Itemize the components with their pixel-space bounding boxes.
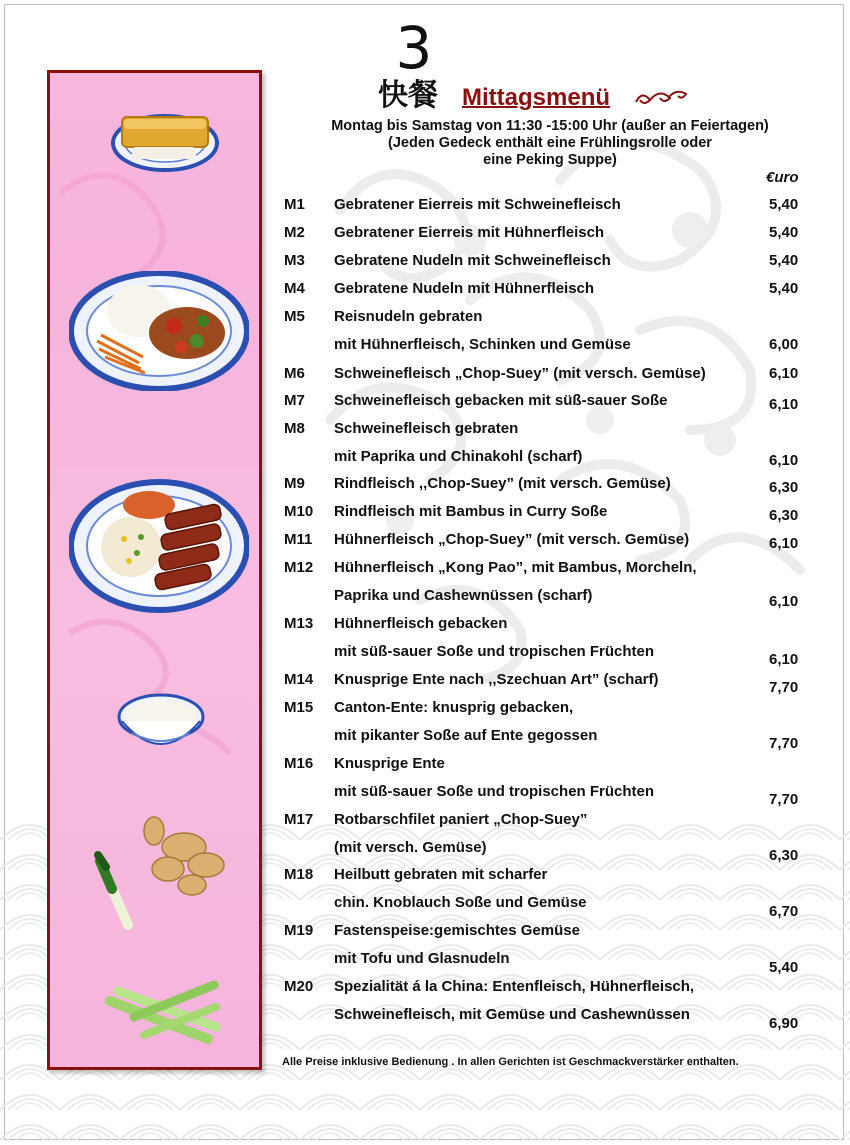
menu-item-price: 7,70 <box>769 679 799 696</box>
menu-item-description: Knusprige Ente nach ,,Szechuan Art” (scharf) <box>334 671 659 688</box>
opening-hours-note <box>290 118 810 169</box>
menu-item-description: Hühnerfleisch gebacken <box>334 615 508 632</box>
menu-item <box>280 975 810 999</box>
menu-item <box>280 752 810 776</box>
menu-item-price: 5,40 <box>769 280 799 297</box>
menu-item-price: 6,10 <box>769 396 799 413</box>
chinese-title: 快餐 <box>378 78 438 113</box>
menu-item-price: 5,40 <box>769 196 799 213</box>
menu-item-description: Paprika und Cashewnüssen (scharf) <box>334 587 593 604</box>
menu-item-description: Spezialität á la China: Entenfleisch, Hühnerfleisch, <box>334 978 695 995</box>
menu-item-code: M17 <box>284 811 314 828</box>
menu-item-description: (mit versch. Gemüse) <box>334 839 487 856</box>
menu-item-description: Schweinefleisch gebraten <box>334 420 519 437</box>
menu-item <box>280 417 810 441</box>
menu-item <box>280 277 810 301</box>
subtitle-line: Montag bis Samstag von 11:30 -15:00 Uhr (außer an Feiertagen) <box>331 118 769 134</box>
menu-item-description: chin. Knoblauch Soße und Gemüse <box>334 894 587 911</box>
menu-item <box>280 472 810 496</box>
menu-item-code: M1 <box>284 196 305 213</box>
menu-item-code: M10 <box>284 503 314 520</box>
menu-item <box>280 668 810 696</box>
duck-rice-plate-image <box>69 479 249 613</box>
swirl-ornament-icon <box>632 86 690 108</box>
menu-item-description: mit süß-sauer Soße und tropischen Früchten <box>334 783 655 800</box>
menu-item-description: mit süß-sauer Soße und tropischen Früchten <box>334 643 655 660</box>
menu-item-code: M4 <box>284 280 305 297</box>
menu-item-price: 6,10 <box>769 593 799 610</box>
menu-item-code: M14 <box>284 671 314 688</box>
menu-item <box>280 362 810 386</box>
menu-item-price: 6,10 <box>769 452 799 469</box>
menu-item-description: mit Paprika und Chinakohl (scharf) <box>334 448 583 465</box>
menu-item-description: mit Tofu und Glasnudeln <box>334 950 510 967</box>
menu-item-code: M19 <box>284 922 314 939</box>
green-stalks-image <box>104 977 224 1047</box>
menu-item-continuation <box>280 724 810 752</box>
menu-item-price: 6,10 <box>769 535 799 552</box>
menu-item-continuation <box>280 947 810 976</box>
menu-item-continuation <box>280 333 810 357</box>
menu-item-code: M18 <box>284 866 314 883</box>
menu-item-description: Gebratene Nudeln mit Hühnerfleisch <box>334 280 595 297</box>
menu-item-code: M11 <box>284 531 313 548</box>
menu-item-price: 7,70 <box>769 791 799 808</box>
menu-item-description: Schweinefleisch gebacken mit süß-sauer Soße <box>334 392 668 409</box>
menu-item-price: 6,10 <box>769 651 799 668</box>
menu-item-code: M6 <box>284 365 305 382</box>
menu-item-code: M3 <box>284 252 305 269</box>
menu-item-price: 5,40 <box>769 224 799 241</box>
menu-item <box>280 221 810 245</box>
menu-item-price: 5,40 <box>769 252 799 269</box>
menu-item <box>280 696 810 720</box>
menu-item-code: M15 <box>284 699 314 716</box>
currency-label: €uro <box>766 169 799 186</box>
menu-item <box>280 808 810 832</box>
menu-item-description: Rindfleisch ,,Chop-Suey” (mit versch. Gemüse) <box>334 475 671 492</box>
menu-item-continuation <box>280 1003 810 1032</box>
menu-item-continuation <box>280 836 810 864</box>
rice-meat-plate-image <box>69 271 249 391</box>
rice-bowl-image <box>116 687 206 753</box>
menu-item-code: M16 <box>284 755 314 772</box>
menu-item-description: Knusprige Ente <box>334 755 445 772</box>
menu-item-code: M7 <box>284 392 305 409</box>
menu-item <box>280 863 810 887</box>
menu-item-code: M8 <box>284 420 305 437</box>
menu-item-description: Gebratener Eierreis mit Schweinefleisch <box>334 196 621 213</box>
page-number: 3 <box>395 14 433 82</box>
subtitle-line: (Jeden Gedeck enthält eine Frühlingsrolle oder <box>388 135 712 151</box>
menu-item-description: Rindfleisch mit Bambus in Curry Soße <box>334 503 608 520</box>
menu-item-price: 6,00 <box>769 336 799 353</box>
menu-item <box>280 612 810 636</box>
menu-item-continuation <box>280 640 810 668</box>
menu-item-price: 7,70 <box>769 735 799 752</box>
menu-item-price: 6,90 <box>769 1015 799 1032</box>
menu-item <box>280 556 810 580</box>
menu-item <box>280 193 810 217</box>
menu-item-description: Hühnerfleisch „Chop-Suey” (mit versch. Gemüse) <box>334 531 690 548</box>
subtitle-line: eine Peking Suppe) <box>483 152 617 168</box>
menu-item-price: 6,30 <box>769 507 799 524</box>
menu-title: Mittagsmenü <box>462 84 611 111</box>
menu-item-price: 5,40 <box>769 959 799 976</box>
menu-item-code: M13 <box>284 615 314 632</box>
footer-note: Alle Preise inklusive Bedienung . In allen Gerichten ist Geschmackverstärker enthalten. <box>282 1056 739 1068</box>
menu-item-code: M12 <box>284 559 314 576</box>
menu-item-continuation <box>280 780 810 808</box>
menu-item <box>280 389 810 413</box>
menu-item-description: mit Hühnerfleisch, Schinken und Gemüse <box>334 336 631 353</box>
menu-item-description: Schweinefleisch „Chop-Suey” (mit versch. Gemüse) <box>334 365 706 382</box>
menu-item <box>280 919 810 943</box>
menu-item-code: M20 <box>284 978 314 995</box>
menu-item-continuation <box>280 891 810 920</box>
menu-item-code: M2 <box>284 224 305 241</box>
menu-item-description: Fastenspeise:gemischtes Gemüse <box>334 922 580 939</box>
menu-item <box>280 528 810 552</box>
menu-item-price: 6,10 <box>769 365 799 382</box>
menu-item-description: Canton-Ente: knusprig gebacken, <box>334 699 574 716</box>
menu-item-price: 6,30 <box>769 847 799 864</box>
menu-item <box>280 249 810 273</box>
ginger-leek-image <box>94 807 234 937</box>
menu-item-continuation <box>280 584 810 608</box>
spring-roll-plate-image <box>110 109 220 173</box>
menu-item-description: Rotbarschfilet paniert „Chop-Suey” <box>334 811 588 828</box>
menu-item <box>280 500 810 524</box>
menu-item-description: Hühnerfleisch „Kong Pao”, mit Bambus, Morcheln, <box>334 559 697 576</box>
menu-item-description: mit pikanter Soße auf Ente gegossen <box>334 727 598 744</box>
menu-item-code: M9 <box>284 475 305 492</box>
food-picture-panel <box>47 70 262 1070</box>
menu-item-description: Heilbutt gebraten mit scharfer <box>334 866 548 883</box>
menu-item <box>280 305 810 329</box>
menu-item-description: Reisnudeln gebraten <box>334 308 483 325</box>
menu-item-description: Gebratener Eierreis mit Hühnerfleisch <box>334 224 605 241</box>
menu-item-description: Schweinefleisch, mit Gemüse und Cashewnüssen <box>334 1006 690 1023</box>
menu-item-price: 6,70 <box>769 903 799 920</box>
menu-item-continuation <box>280 445 810 469</box>
menu-item-code: M5 <box>284 308 305 325</box>
menu-item-description: Gebratene Nudeln mit Schweinefleisch <box>334 252 611 269</box>
menu-item-price: 6,30 <box>769 479 799 496</box>
